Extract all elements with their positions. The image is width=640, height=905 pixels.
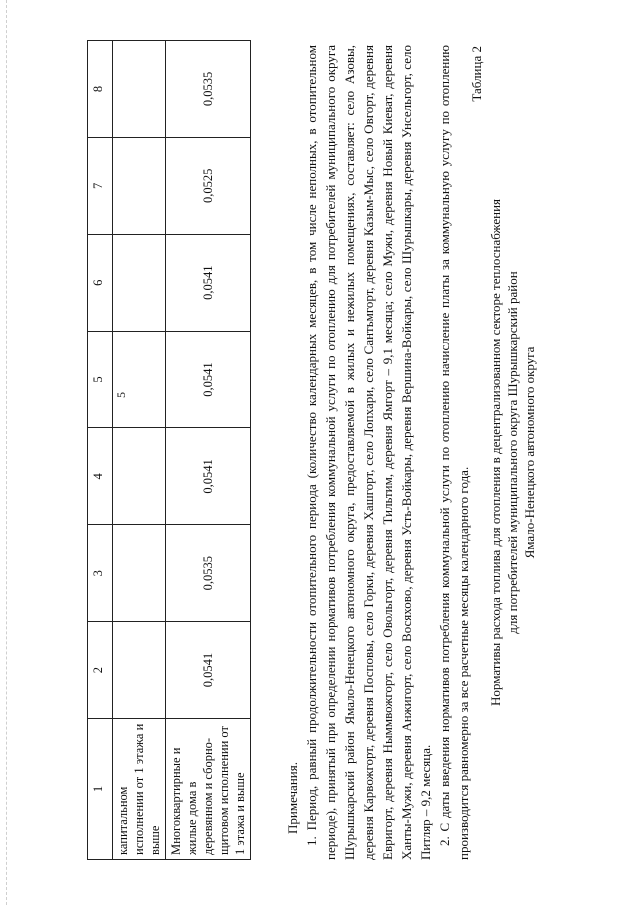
- note-paragraph: 1. Период, равный продолжительности отопительного периода (количество календарных месяцев, в том числе неполных, в отопительном периоде), принятый при определении нормативов потребления коммунальной услуги по отоплению для потребителей муниципального округа Шурышкарский район Ямало-Ненецкого автономного округа, предоставляемой в жилых и нежилых помещениях, составляет: село Азовы, деревня Карвожгорт, деревня Посповы, село Горки, деревня Хашгорт, село Лопхари, село Сантьмгорт, деревня Казым-Мыс, село Овгорт, деревня Евригорт, деревня Ныммвожгорт, село Овольгорт, деревня Тильтим, деревня Ямгорт – 9,1 месяца; село Мужи, деревня Новый Киеват, деревня Ханты-Мужи, деревня Анжигорт, село Восяхово, деревня Усть-Войкары, деревня Вершина-Войкары, село Шурышкары, деревня Унсельгорт, село Питляр – 9,2 месяца.: [304, 45, 433, 860]
- table-cell: 0,0541: [166, 428, 251, 525]
- column-header: 3: [88, 525, 113, 622]
- caption-line: Нормативы расхода топлива для отопления в децентрализованном секторе теплоснабжения: [488, 199, 503, 706]
- table-2-label: Таблица 2: [469, 46, 484, 102]
- table-cell: [113, 622, 166, 719]
- column-header: 1: [88, 719, 113, 860]
- rotated-content: [87, 38, 557, 860]
- caption-line: Ямало-Ненецкого автономного округа: [522, 346, 537, 559]
- table-cell: [113, 41, 166, 138]
- notes-section: [283, 45, 473, 860]
- table-cell: [113, 428, 166, 525]
- table-header-row: [88, 41, 113, 860]
- table-2-caption: [487, 45, 538, 860]
- table-row: [166, 41, 251, 860]
- column-header: 2: [88, 622, 113, 719]
- column-header: 8: [88, 41, 113, 138]
- page-number: 5: [114, 392, 128, 398]
- table-cell: 0,0541: [166, 331, 251, 428]
- table-cell: [113, 234, 166, 331]
- row-label: капитальном исполнении от 1 этажа и выше: [113, 719, 166, 860]
- norms-table: [87, 40, 251, 860]
- table-cell: 0,0541: [166, 622, 251, 719]
- table-cell: [113, 137, 166, 234]
- column-header: 5: [88, 331, 113, 428]
- row-label: Многоквартирные и жилые дома в деревянном и сборно-щитовом исполнении от 1 этажа и выше: [166, 719, 251, 860]
- table-cell: 0,0535: [166, 525, 251, 622]
- table-cell: 0,0535: [166, 41, 251, 138]
- scan-edge-line: [6, 0, 7, 905]
- table-cell: 0,0525: [166, 137, 251, 234]
- column-header: 6: [88, 234, 113, 331]
- table-cell: [113, 331, 166, 428]
- column-header: 7: [88, 137, 113, 234]
- caption-line: для потребителей муниципального округа Шурышкарский район: [505, 271, 520, 634]
- note-paragraph: 2. С даты введения нормативов потребления коммунальной услуги по отоплению начисление платы за коммунальную услугу по отоплению производится равномерно за все расчетные месяцы календарного года.: [437, 45, 471, 860]
- column-header: 4: [88, 428, 113, 525]
- table-cell: [113, 525, 166, 622]
- table-cell: 0,0541: [166, 234, 251, 331]
- notes-title: Примечания.: [285, 762, 300, 834]
- table-row: [113, 41, 166, 860]
